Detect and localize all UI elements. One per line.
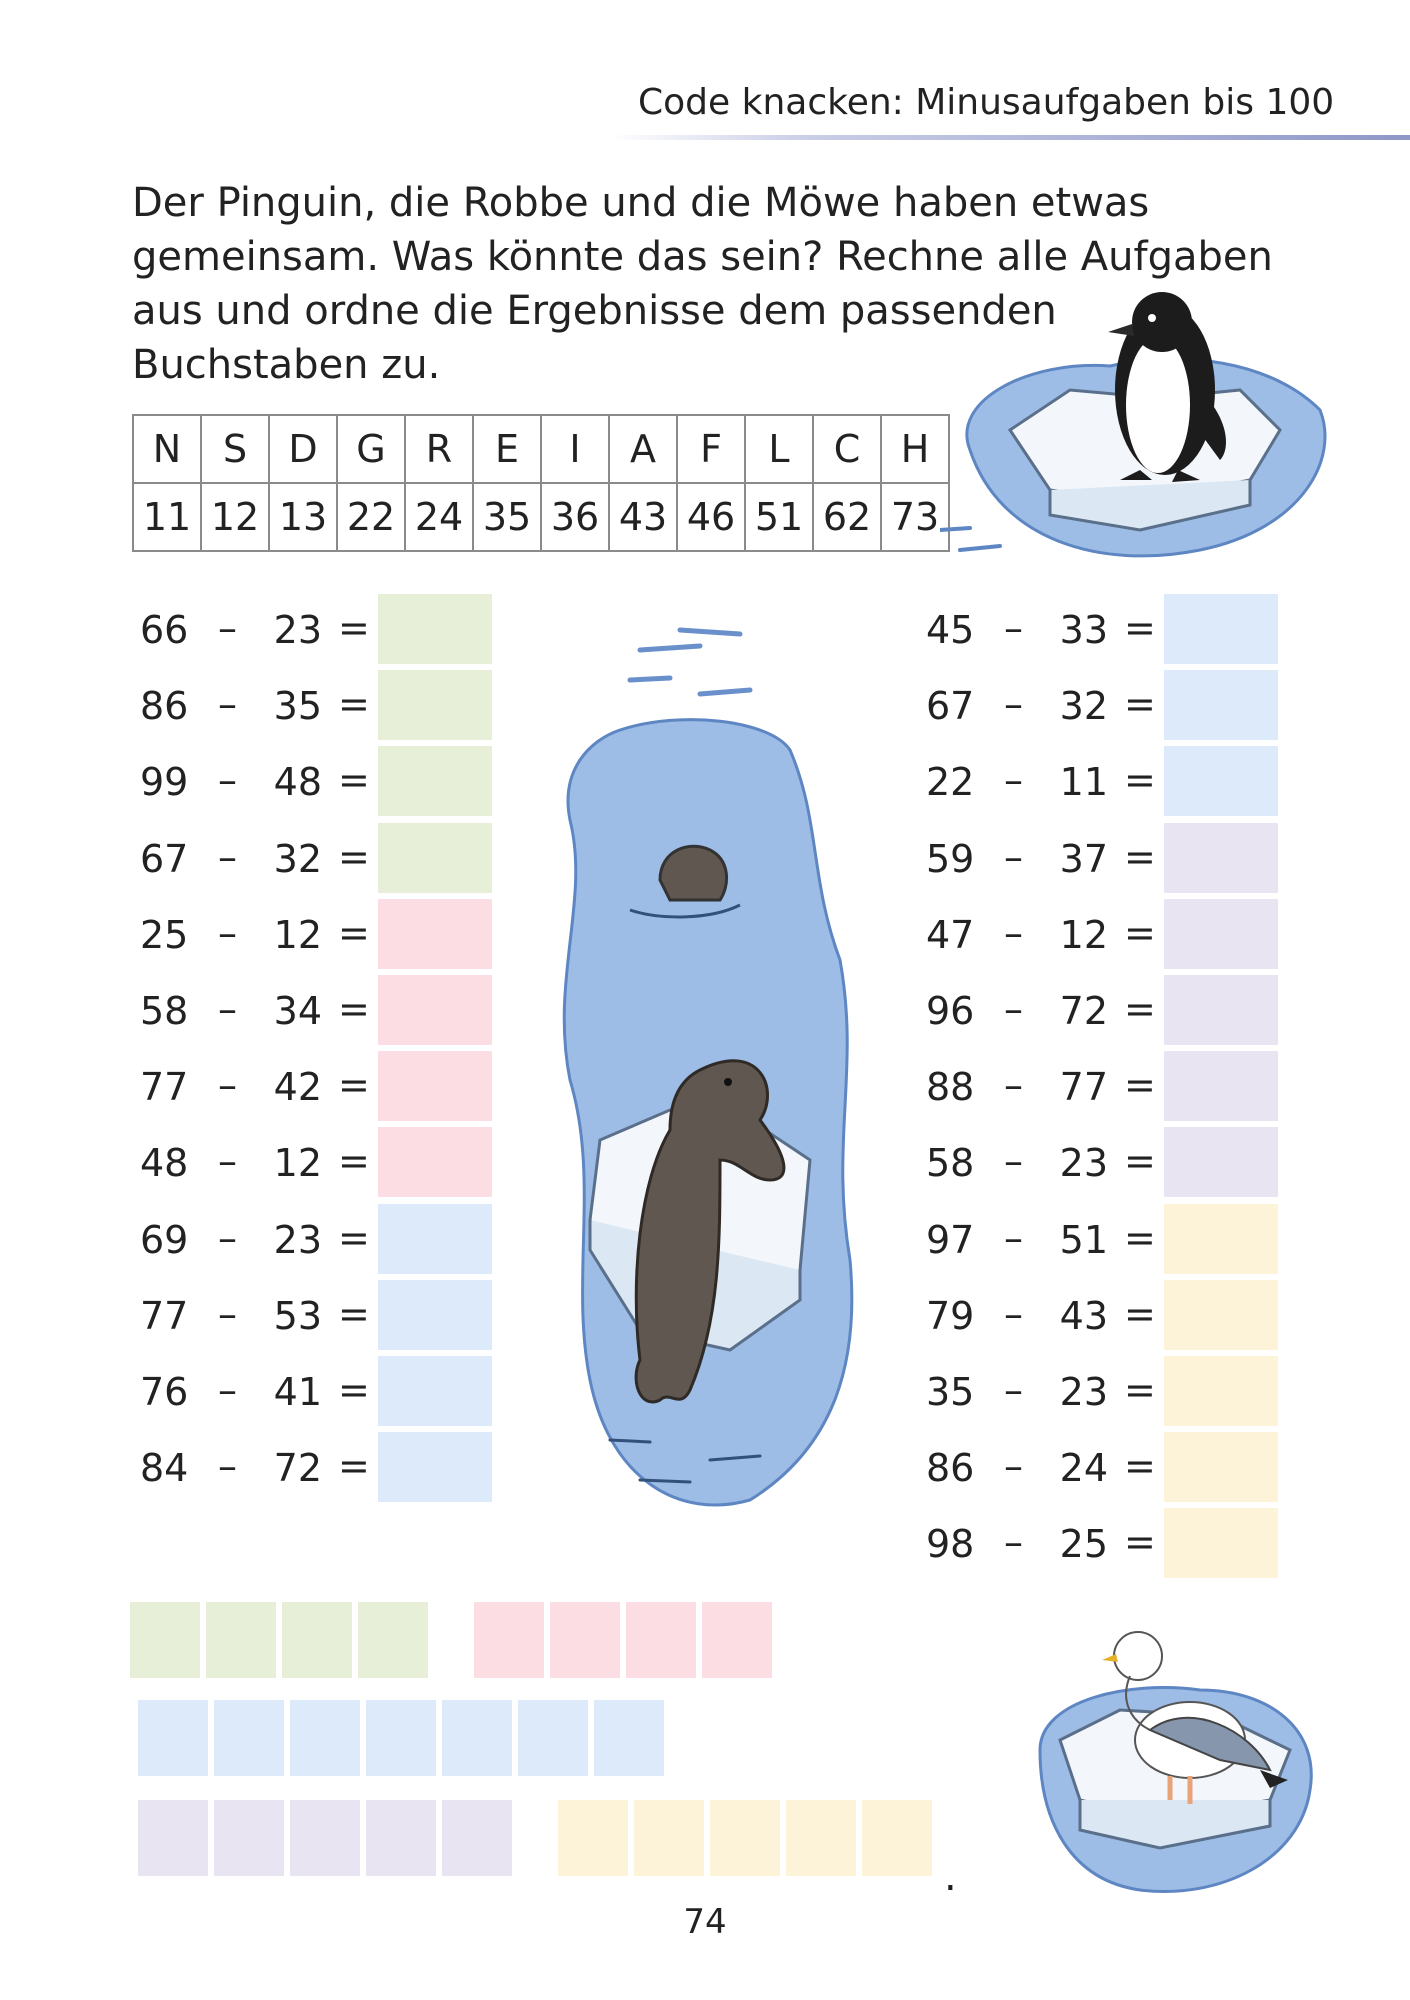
equals-sign: = [1124,1291,1156,1336]
minus-sign: – [218,834,237,879]
subtrahend: 37 [1059,836,1108,881]
minuend: 96 [926,989,975,1033]
minus-sign: – [1004,834,1023,879]
minus-sign: – [218,682,237,727]
subtrahend: 12 [273,1141,322,1186]
subtrahend: 23 [1059,1141,1108,1186]
equals-sign: = [1124,682,1156,727]
subtrahend: 24 [1059,1446,1108,1491]
equals-sign: = [338,682,370,727]
subtraction-task [918,823,1298,893]
subtrahend: 32 [273,836,322,881]
letter-box[interactable] [862,1800,932,1876]
minuend: 76 [140,1370,189,1414]
minus-sign: – [218,987,237,1031]
result-box[interactable] [1164,1508,1278,1578]
code-number: 22 [337,483,405,551]
code-number: 51 [745,483,813,551]
subtraction-task [918,1280,1298,1350]
code-letter: R [405,415,473,483]
equals-sign: = [338,758,370,803]
minus-sign: – [218,1139,237,1184]
minus-sign: – [218,1215,237,1260]
code-letter: H [881,415,949,483]
letter-box[interactable] [282,1602,352,1678]
minus-sign: – [1004,758,1023,803]
header-underline [610,135,1410,140]
minus-sign: – [1004,682,1023,727]
result-box[interactable] [1164,1280,1278,1350]
letter-box[interactable] [130,1602,200,1678]
subtraction-task [132,746,512,816]
subtraction-task [918,1508,1298,1578]
subtrahend: 12 [1059,912,1108,957]
subtraction-task [918,1432,1298,1502]
subtraction-task [132,1127,512,1197]
letter-box[interactable] [358,1602,428,1678]
code-letter: G [337,415,405,483]
code-letter: F [677,415,745,483]
letter-box[interactable] [702,1602,772,1678]
subtraction-task [918,899,1298,969]
minuend: 47 [926,912,975,957]
subtrahend: 23 [273,1217,322,1262]
code-number: 46 [677,483,745,551]
result-box[interactable] [378,670,492,740]
sentence-period: . [944,1854,957,1900]
subtraction-task [132,899,512,969]
equals-sign: = [338,1368,370,1412]
code-number: 13 [269,483,337,551]
result-box[interactable] [378,1127,492,1197]
letter-box[interactable] [710,1800,780,1876]
minus-sign: – [1004,1520,1023,1565]
code-number: 24 [405,483,473,551]
penguin-illustration [940,280,1340,580]
page-number: 74 [683,1902,727,1942]
minus-sign: – [1004,910,1023,955]
result-box[interactable] [378,594,492,664]
subtrahend: 48 [273,760,322,805]
code-letter: C [813,415,881,483]
subtrahend: 77 [1059,1065,1108,1110]
minuend: 99 [140,760,189,805]
code-letter: I [541,415,609,483]
minus-sign: – [1004,1368,1023,1412]
minuend: 66 [140,608,189,652]
subtrahend: 35 [273,684,322,729]
letter-box[interactable] [366,1700,436,1776]
instruction-line: gemeinsam. Was könnte das sein? Rechne alle Aufgaben [132,234,1273,280]
minuend: 79 [926,1293,975,1338]
letter-box[interactable] [206,1602,276,1678]
code-letter: E [473,415,541,483]
subtraction-task [918,1356,1298,1426]
subtrahend: 34 [273,989,322,1033]
subtraction-task [132,1432,512,1502]
equals-sign: = [1124,606,1156,650]
equals-sign: = [1124,1444,1156,1489]
equals-sign: = [338,834,370,879]
equals-sign: = [338,1139,370,1184]
minus-sign: – [218,1368,237,1412]
code-number: 36 [541,483,609,551]
subtrahend: 42 [273,1065,322,1110]
minuend: 45 [926,608,975,652]
minus-sign: – [218,910,237,955]
minuend: 59 [926,836,975,881]
result-box[interactable] [378,746,492,816]
subtraction-task [132,670,512,740]
code-number: 62 [813,483,881,551]
code-letter: S [201,415,269,483]
code-letter: N [133,415,201,483]
subtraction-task [132,594,512,664]
minuend: 88 [926,1065,975,1110]
subtrahend: 25 [1059,1522,1108,1567]
instruction-line: aus und ordne die Ergebnisse dem passenden [132,288,1057,334]
minus-sign: – [218,1291,237,1336]
result-box[interactable] [378,1051,492,1121]
minus-sign: – [1004,1215,1023,1260]
equals-sign: = [1124,1368,1156,1412]
minus-sign: – [218,1063,237,1108]
subtraction-task [918,975,1298,1045]
minus-sign: – [1004,1139,1023,1184]
equals-sign: = [1124,1063,1156,1108]
letter-box[interactable] [442,1700,512,1776]
letter-box[interactable] [290,1700,360,1776]
subtraction-task [918,594,1298,664]
subtrahend: 72 [1059,989,1108,1033]
result-box[interactable] [1164,975,1278,1045]
equals-sign: = [1124,987,1156,1031]
instruction-line: Buchstaben zu. [132,342,441,388]
result-box[interactable] [1164,1432,1278,1502]
code-number: 43 [609,483,677,551]
minus-sign: – [1004,1291,1023,1336]
subtraction-task [918,1051,1298,1121]
equals-sign: = [338,1063,370,1108]
code-letter: A [609,415,677,483]
subtrahend: 53 [273,1293,322,1338]
letter-box[interactable] [634,1800,704,1876]
letter-box[interactable] [214,1800,284,1876]
letter-box[interactable] [550,1602,620,1678]
subtraction-task [132,1204,512,1274]
letter-box[interactable] [518,1700,588,1776]
result-box[interactable] [378,1204,492,1274]
minuend: 25 [140,912,189,957]
subtrahend: 43 [1059,1293,1108,1338]
result-box[interactable] [1164,1127,1278,1197]
seal-illustration [550,620,860,1520]
letter-box[interactable] [138,1800,208,1876]
minus-sign: – [218,758,237,803]
code-letter: D [269,415,337,483]
minuend: 97 [926,1217,975,1262]
result-box[interactable] [1164,823,1278,893]
code-numbers-row [133,483,949,551]
equals-sign: = [1124,1139,1156,1184]
code-number: 73 [881,483,949,551]
result-box[interactable] [378,975,492,1045]
result-box[interactable] [1164,1356,1278,1426]
result-box[interactable] [378,1356,492,1426]
code-number: 35 [473,483,541,551]
result-box[interactable] [378,1432,492,1502]
minus-sign: – [1004,606,1023,650]
subtraction-task [918,1204,1298,1274]
equals-sign: = [1124,758,1156,803]
minuend: 98 [926,1522,975,1567]
subtrahend: 12 [273,912,322,957]
letter-box[interactable] [214,1700,284,1776]
minuend: 48 [140,1141,189,1186]
letter-code-table [132,414,950,552]
minus-sign: – [1004,1444,1023,1489]
subtrahend: 51 [1059,1217,1108,1262]
result-box[interactable] [378,899,492,969]
minuend: 86 [926,1446,975,1491]
result-box[interactable] [1164,1204,1278,1274]
subtraction-task [918,670,1298,740]
result-box[interactable] [378,1280,492,1350]
subtraction-task [132,1051,512,1121]
subtraction-task [918,1127,1298,1197]
minus-sign: – [218,1444,237,1489]
instruction-line: Der Pinguin, die Robbe und die Möwe haben etwas [132,180,1150,226]
equals-sign: = [338,1215,370,1260]
code-number: 11 [133,483,201,551]
seagull-illustration [1020,1620,1320,1910]
letter-box[interactable] [594,1700,664,1776]
result-box[interactable] [1164,746,1278,816]
subtrahend: 23 [273,608,322,652]
minuend: 67 [140,836,189,881]
minuend: 86 [140,684,189,729]
subtraction-task [132,1280,512,1350]
subtrahend: 41 [273,1370,322,1414]
minus-sign: – [1004,1063,1023,1108]
equals-sign: = [338,1444,370,1489]
minuend: 58 [140,989,189,1033]
minuend: 77 [140,1293,189,1338]
letter-box[interactable] [290,1800,360,1876]
equals-sign: = [338,910,370,955]
letter-box[interactable] [626,1602,696,1678]
minuend: 69 [140,1217,189,1262]
letter-box[interactable] [138,1700,208,1776]
letter-box[interactable] [442,1800,512,1876]
code-letters-row [133,415,949,483]
minus-sign: – [218,606,237,650]
subtraction-task [918,746,1298,816]
equals-sign: = [338,606,370,650]
subtrahend: 23 [1059,1370,1108,1414]
result-box[interactable] [378,823,492,893]
equals-sign: = [338,1291,370,1336]
result-box[interactable] [1164,670,1278,740]
subtraction-task [132,975,512,1045]
letter-box[interactable] [786,1800,856,1876]
page-header-title: Code knacken: Minusaufgaben bis 100 [638,82,1335,123]
letter-box[interactable] [474,1602,544,1678]
equals-sign: = [1124,1215,1156,1260]
letter-box[interactable] [366,1800,436,1876]
minuend: 22 [926,760,975,805]
equals-sign: = [1124,910,1156,955]
minus-sign: – [1004,987,1023,1031]
equals-sign: = [338,987,370,1031]
code-letter: L [745,415,813,483]
minuend: 35 [926,1370,975,1414]
subtraction-task [132,823,512,893]
subtrahend: 11 [1059,760,1108,805]
subtraction-task [132,1356,512,1426]
equals-sign: = [1124,834,1156,879]
letter-box[interactable] [558,1800,628,1876]
minuend: 58 [926,1141,975,1186]
code-number: 12 [201,483,269,551]
subtrahend: 32 [1059,684,1108,729]
subtrahend: 33 [1059,608,1108,652]
result-box[interactable] [1164,899,1278,969]
minuend: 84 [140,1446,189,1491]
minuend: 67 [926,684,975,729]
result-box[interactable] [1164,594,1278,664]
equals-sign: = [1124,1520,1156,1565]
result-box[interactable] [1164,1051,1278,1121]
subtrahend: 72 [273,1446,322,1491]
minuend: 77 [140,1065,189,1110]
